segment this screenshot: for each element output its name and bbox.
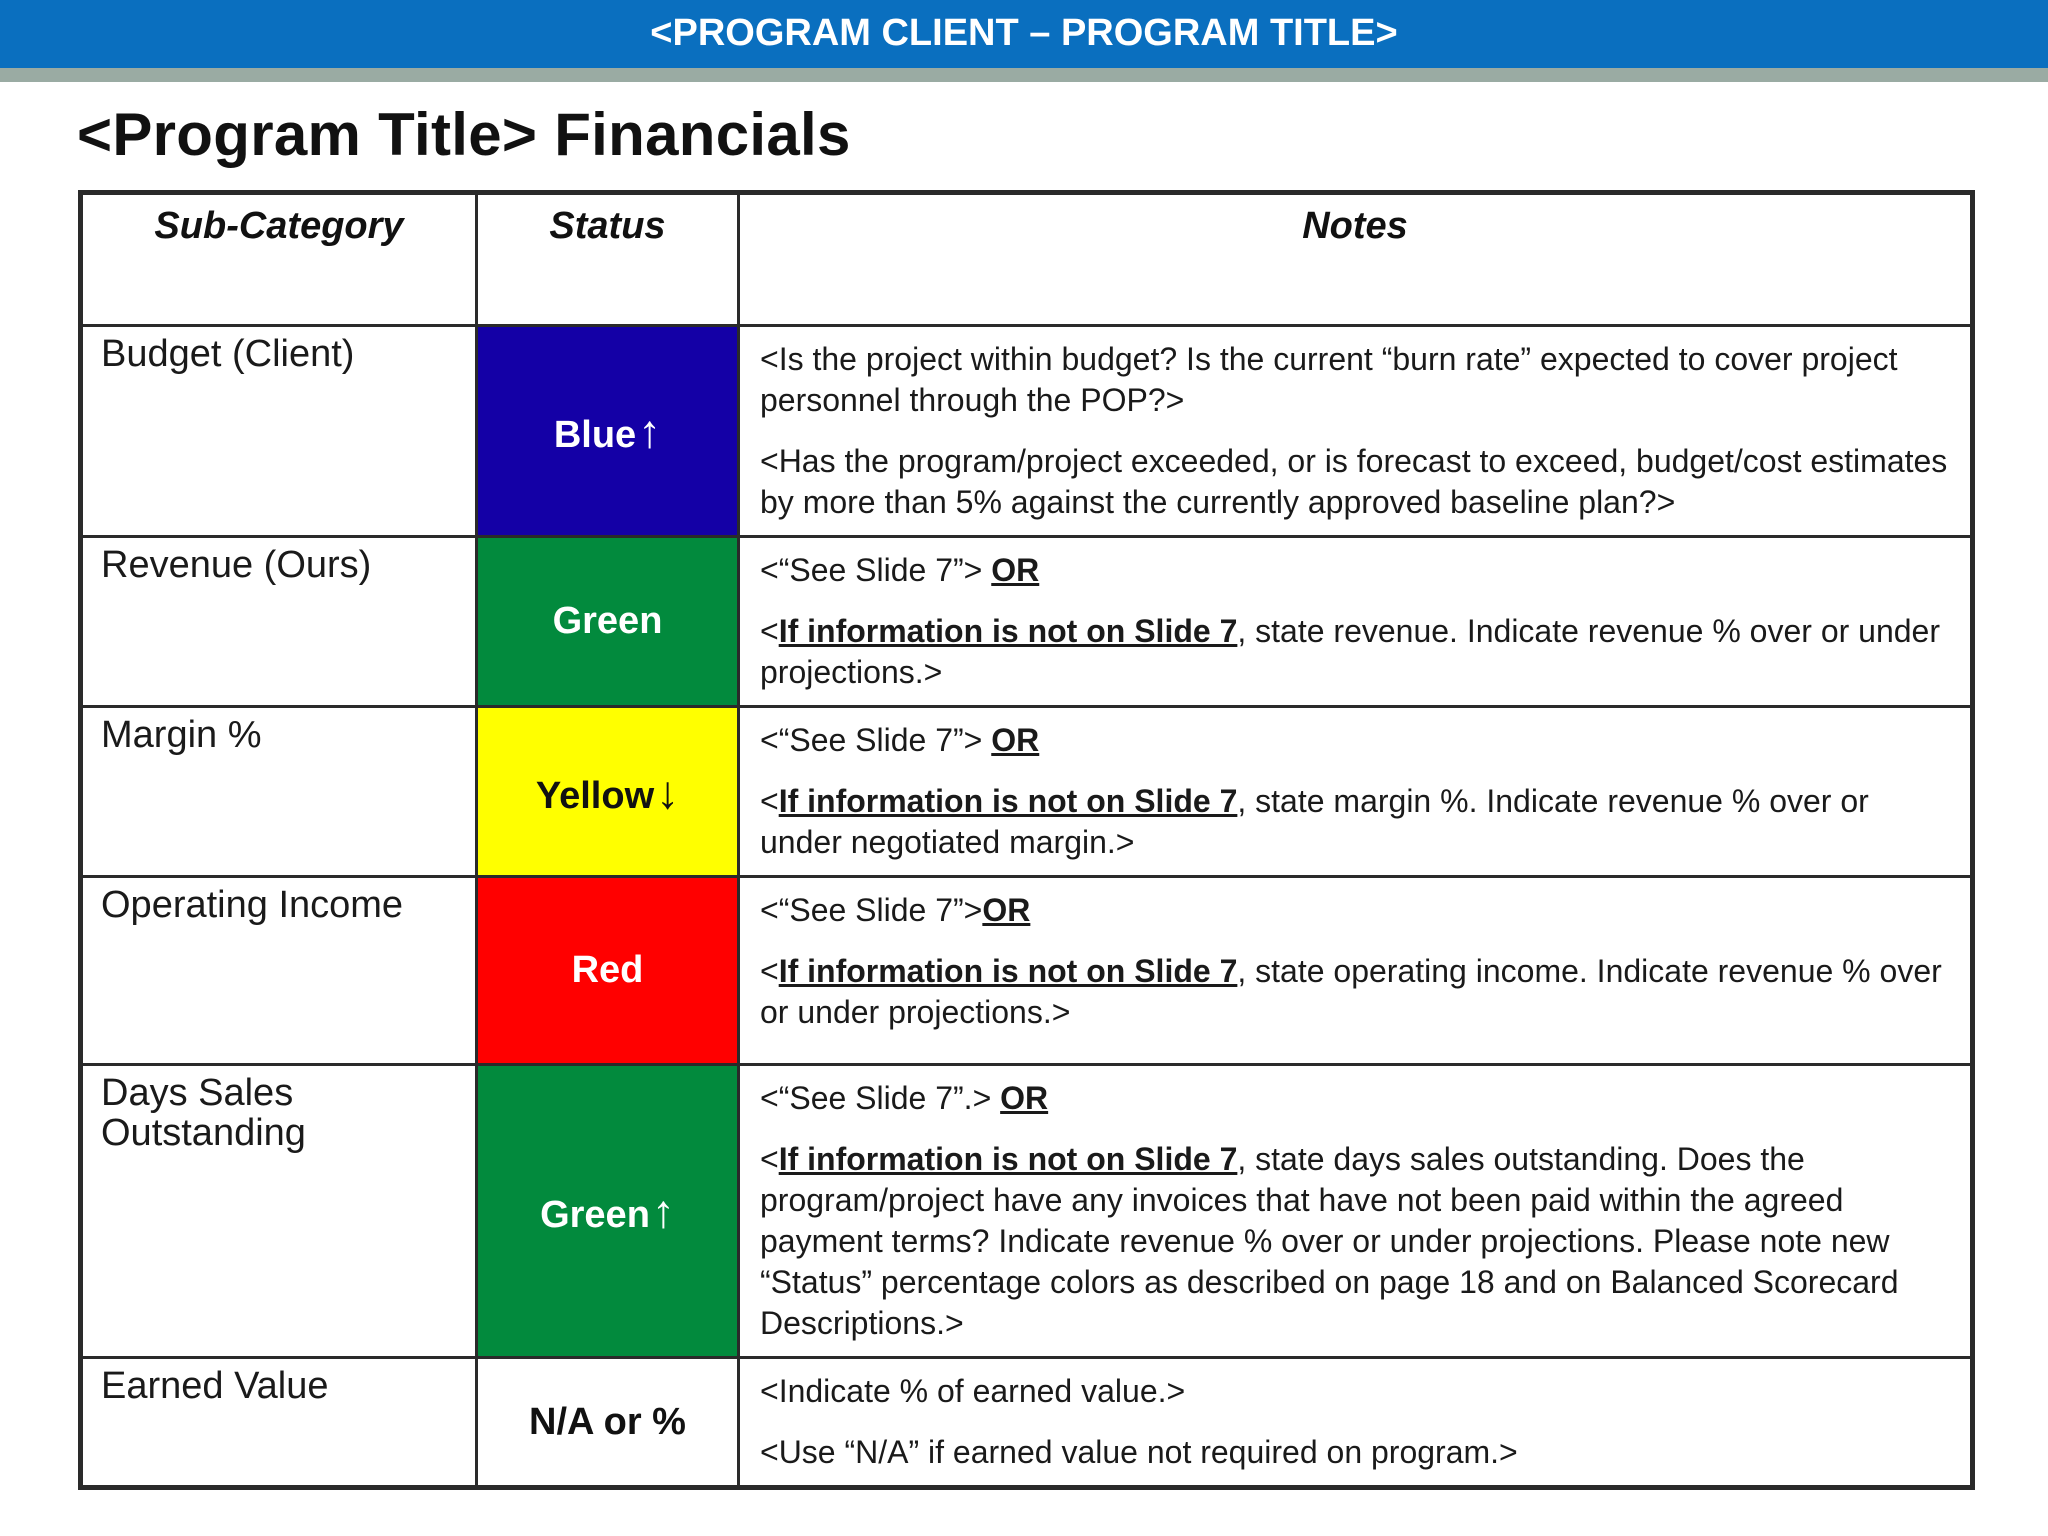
- see-slide-text: <“See Slide 7”.>: [760, 1080, 1001, 1116]
- status-cell-na: [477, 1358, 739, 1488]
- notes-paragraph: [760, 1078, 1950, 1119]
- notes-text: , state revenue. Indicate revenue % over or under projections.>: [760, 613, 1940, 690]
- table-row-earned-value: [81, 1358, 1973, 1488]
- category-cell: Budget (Client): [81, 326, 477, 537]
- slide-7-condition-text: If information is not on Slide 7: [778, 783, 1238, 819]
- status-label: Green: [540, 1194, 650, 1236]
- notes-paragraph: [760, 1139, 1950, 1344]
- status-cell-blue: [477, 326, 739, 537]
- header-title: <PROGRAM CLIENT – PROGRAM TITLE>: [650, 12, 1398, 54]
- category-cell: Earned Value: [81, 1358, 477, 1488]
- notes-cell: [739, 877, 1973, 1065]
- see-slide-text: <“See Slide 7”>: [760, 722, 992, 758]
- table-row-revenue: [81, 537, 1973, 707]
- status-label: Yellow: [535, 774, 655, 817]
- notes-text: , state days sales outstanding. Does the program/project have any invoices that have not been paid within the agreed payment terms? Indicate revenue % over or under projections. Please note new “Status” percentage colors as described on page 18 and on Balanced Scorecard Descriptions.>: [760, 1141, 1899, 1341]
- notes-paragraph: [760, 890, 1950, 931]
- notes-paragraph: [760, 611, 1950, 693]
- status-cell-yellow: [477, 707, 739, 877]
- table-header-row: [81, 193, 1973, 326]
- see-slide-text: <“See Slide 7”>: [760, 552, 992, 588]
- notes-paragraph: [760, 550, 1950, 591]
- notes-cell: [739, 326, 1973, 537]
- notes-paragraph: [760, 951, 1950, 1033]
- notes-paragraph: [760, 781, 1950, 863]
- header-bar: [0, 0, 2048, 68]
- notes-paragraph: [760, 720, 1950, 761]
- status-cell-red: [477, 877, 739, 1065]
- table-row-budget: [81, 326, 1973, 537]
- bracket-text: <: [760, 783, 779, 819]
- slide-7-condition-text: If information is not on Slide 7: [778, 953, 1238, 989]
- table-row-operating-income: [81, 877, 1973, 1065]
- bracket-text: <: [760, 613, 779, 649]
- notes-paragraph: <Indicate % of earned value.>: [760, 1373, 1186, 1409]
- notes-cell: [739, 707, 1973, 877]
- table-row-margin: [81, 707, 1973, 877]
- or-label: OR: [982, 892, 1031, 928]
- notes-paragraph: <Is the project within budget? Is the current “burn rate” expected to cover project personnel through the POP?>: [760, 341, 1898, 418]
- table-row-days-sales-outstanding: [81, 1065, 1973, 1358]
- bracket-text: <: [760, 953, 779, 989]
- header-stripe: [0, 68, 2048, 82]
- down-arrow-icon: ↓: [656, 765, 680, 818]
- column-header-status: Status: [477, 193, 739, 326]
- notes-cell: [739, 1358, 1973, 1488]
- up-arrow-icon: ↑: [651, 1185, 675, 1237]
- slide-7-condition-text: If information is not on Slide 7: [778, 1141, 1238, 1177]
- status-label: Blue: [553, 414, 637, 456]
- notes-cell: [739, 1065, 1973, 1358]
- bracket-text: <: [760, 1141, 779, 1177]
- column-header-notes: Notes: [739, 193, 1973, 326]
- or-label: OR: [1000, 1080, 1049, 1116]
- status-label: N/A or %: [529, 1400, 686, 1443]
- notes-text: , state operating income. Indicate revenue % over or under projections.>: [760, 953, 1942, 1030]
- notes-paragraph: <Has the program/project exceeded, or is forecast to exceed, budget/cost estimates by more than 5% against the currently approved baseline plan?>: [760, 443, 1948, 520]
- status-cell-green: [477, 1065, 739, 1358]
- status-cell-green: [477, 537, 739, 707]
- notes-cell: [739, 537, 1973, 707]
- category-cell: Days Sales Outstanding: [81, 1065, 477, 1358]
- status-label: Red: [571, 949, 644, 991]
- status-label: Green: [552, 600, 663, 642]
- category-cell: Margin %: [81, 707, 477, 877]
- see-slide-text: <“See Slide 7”>: [760, 892, 983, 928]
- up-arrow-icon: ↑: [638, 405, 662, 457]
- financials-table: [78, 190, 1975, 1490]
- slide-7-condition-text: If information is not on Slide 7: [778, 613, 1238, 649]
- notes-text: , state margin %. Indicate revenue % over or under negotiated margin.>: [760, 783, 1869, 860]
- category-cell: Revenue (Ours): [81, 537, 477, 707]
- page-title: <Program Title> Financials: [77, 101, 851, 168]
- or-label: OR: [991, 552, 1040, 588]
- or-label: OR: [991, 722, 1040, 758]
- notes-paragraph: <Use “N/A” if earned value not required on program.>: [760, 1434, 1518, 1470]
- column-header-subcategory: Sub-Category: [81, 193, 477, 326]
- category-cell: Operating Income: [81, 877, 477, 1065]
